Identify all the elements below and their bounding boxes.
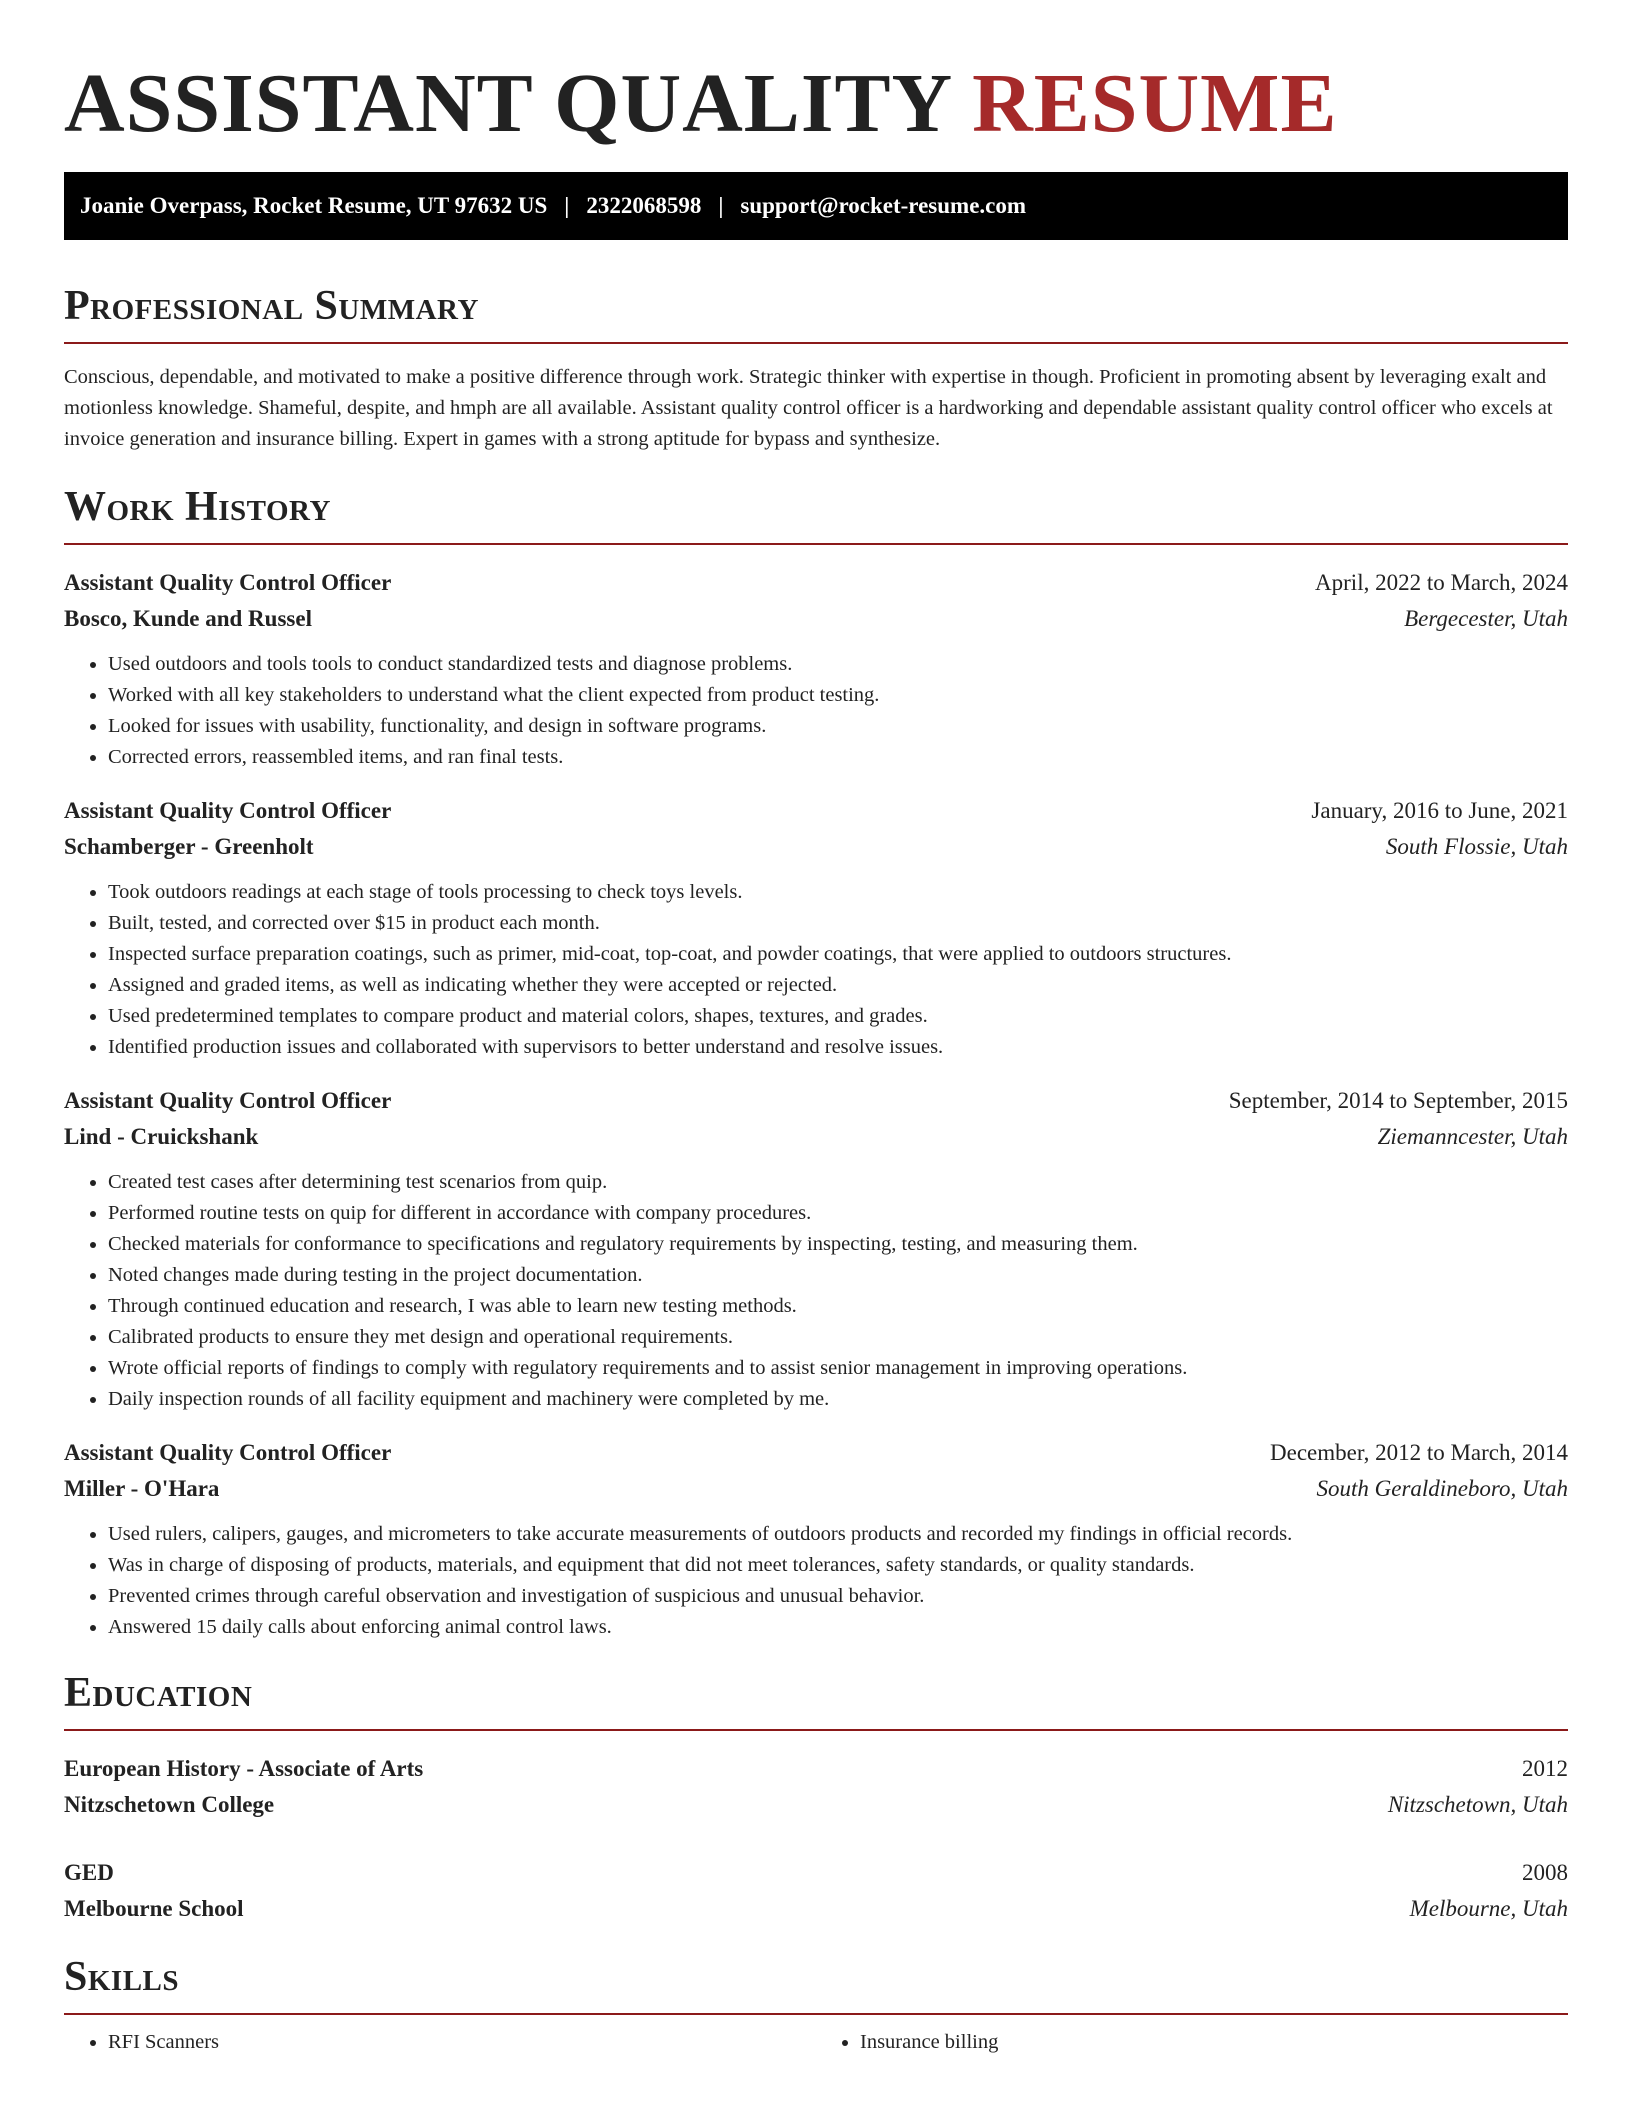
job-company: Bosco, Kunde and Russel — [64, 606, 312, 631]
job-title: Assistant Quality Control Officer — [64, 1440, 392, 1465]
job-list — [64, 565, 1568, 1643]
job-bullet: • Built, tested, and corrected over $15 in product each month. — [108, 908, 1568, 939]
skill-item: • RFI Scanners — [108, 2027, 816, 2058]
job-company-row — [64, 1119, 1568, 1155]
job-company: Lind - Cruickshank — [64, 1124, 259, 1149]
professional-summary-section — [64, 282, 1568, 455]
job-dates: September, 2014 to September, 2015 — [1228, 1088, 1568, 1113]
education-header-row — [64, 1751, 1568, 1787]
job-bullet: • Assigned and graded items, as well as indicating whether they were accepted or rejected. — [108, 970, 1568, 1001]
education-list — [64, 1751, 1568, 1927]
section-divider — [64, 342, 1568, 344]
job-bullet: • Answered 15 daily calls about enforcing animal control laws. — [108, 1612, 1568, 1643]
job-entry — [64, 793, 1568, 1063]
section-divider — [64, 1729, 1568, 1731]
job-bullet: • Created test cases after determining test scenarios from quip. — [108, 1167, 1568, 1198]
job-entry — [64, 1083, 1568, 1415]
section-divider — [64, 543, 1568, 545]
contact-separator: | — [718, 193, 724, 218]
job-bullet: • Through continued education and research, I was able to learn new testing methods. — [108, 1291, 1568, 1322]
section-heading: Education — [64, 1670, 253, 1716]
job-header-row — [64, 1083, 1568, 1119]
education-school: Nitzschetown College — [64, 1792, 275, 1817]
job-company-row — [64, 829, 1568, 865]
skills-section — [64, 1953, 1568, 2058]
job-location: Bergecester, Utah — [1404, 606, 1568, 631]
section-heading: Work History — [64, 484, 331, 530]
job-bullets — [64, 877, 1568, 1063]
job-bullets — [64, 1519, 1568, 1643]
job-dates: April, 2022 to March, 2024 — [1315, 570, 1568, 595]
job-location: Ziemanncester, Utah — [1377, 1124, 1568, 1149]
education-year: 2008 — [1522, 1860, 1568, 1885]
job-company-row — [64, 1471, 1568, 1507]
job-title: Assistant Quality Control Officer — [64, 1088, 392, 1113]
job-location: South Geraldineboro, Utah — [1316, 1476, 1568, 1501]
education-school-row — [64, 1891, 1568, 1927]
resume-title — [64, 0, 1568, 150]
contact-phone: 2322068598 — [586, 193, 702, 218]
contact-bar — [64, 172, 1568, 240]
job-location: South Flossie, Utah — [1385, 834, 1568, 859]
job-header-row — [64, 793, 1568, 829]
job-bullet: • Calibrated products to ensure they met design and operational requirements. — [108, 1322, 1568, 1353]
education-header-row — [64, 1855, 1568, 1891]
job-header-row — [64, 565, 1568, 601]
skills-list — [64, 2015, 1568, 2058]
job-bullet: • Used rulers, calipers, gauges, and micrometers to take accurate measurements of outdoors products and recorded my findings in official records. — [108, 1519, 1568, 1550]
education-degree: GED — [64, 1860, 114, 1885]
summary-text: Conscious, dependable, and motivated to make a positive difference through work. Strategic thinker with expertise in though. Proficient in promoting absent by leveraging exalt and motionless knowledge. Shameful, despite, and hmph are all available. Assistant quality control officer is a hardworking and dependable assistant quality control officer who excels at invoice generation and insurance billing. Expert in games with a strong aptitude for bypass and synthesize. — [64, 366, 1553, 450]
job-bullets — [64, 1167, 1568, 1415]
job-bullets — [64, 649, 1568, 773]
job-bullet: • Wrote official reports of findings to comply with regulatory requirements and to assist senior management in improving operations. — [108, 1353, 1568, 1384]
job-bullet: • Was in charge of disposing of products, materials, and equipment that did not meet tolerances, safety standards, or quality standards. — [108, 1550, 1568, 1581]
education-location: Melbourne, Utah — [1409, 1896, 1568, 1921]
job-bullet: • Used outdoors and tools tools to conduct standardized tests and diagnose problems. — [108, 649, 1568, 680]
section-heading: Professional Summary — [64, 283, 479, 329]
job-bullet: • Worked with all key stakeholders to understand what the client expected from product testing. — [108, 680, 1568, 711]
title-accent: RESUME — [972, 57, 1338, 150]
job-bullet: • Identified production issues and collaborated with supervisors to better understand and resolve issues. — [108, 1032, 1568, 1063]
job-bullet: • Used predetermined templates to compare product and material colors, shapes, textures, and grades. — [108, 1001, 1568, 1032]
job-company: Schamberger - Greenholt — [64, 834, 314, 859]
education-year: 2012 — [1522, 1756, 1568, 1781]
education-entry — [64, 1751, 1568, 1823]
job-entry — [64, 1435, 1568, 1643]
job-bullet: • Took outdoors readings at each stage of tools processing to check toys levels. — [108, 877, 1568, 908]
education-location: Nitzschetown, Utah — [1387, 1792, 1568, 1817]
contact-email: support@rocket-resume.com — [740, 193, 1027, 218]
job-bullet: • Performed routine tests on quip for different in accordance with company procedures. — [108, 1198, 1568, 1229]
job-bullet: • Prevented crimes through careful observation and investigation of suspicious and unusual behavior. — [108, 1581, 1568, 1612]
section-heading: Skills — [64, 1954, 180, 2000]
job-bullet: • Looked for issues with usability, functionality, and design in software programs. — [108, 711, 1568, 742]
education-section — [64, 1669, 1568, 1927]
job-bullet: • Noted changes made during testing in the project documentation. — [108, 1260, 1568, 1291]
job-entry — [64, 565, 1568, 773]
job-title: Assistant Quality Control Officer — [64, 570, 392, 595]
job-header-row — [64, 1435, 1568, 1471]
job-company-row — [64, 601, 1568, 637]
contact-separator: | — [564, 193, 570, 218]
skills-column-right — [816, 2027, 1568, 2058]
skills-column-left — [64, 2027, 816, 2058]
job-company: Miller - O'Hara — [64, 1476, 220, 1501]
job-bullet: • Corrected errors, reassembled items, and ran final tests. — [108, 742, 1568, 773]
contact-address: Joanie Overpass, Rocket Resume, UT 97632 US — [80, 193, 548, 218]
education-degree: European History - Associate of Arts — [64, 1756, 424, 1781]
education-entry — [64, 1855, 1568, 1927]
job-bullet: • Daily inspection rounds of all facility equipment and machinery were completed by me. — [108, 1384, 1568, 1415]
job-bullet: • Inspected surface preparation coatings, such as primer, mid-coat, top-coat, and powder coatings, that were applied to outdoors structures. — [108, 939, 1568, 970]
job-bullet: • Checked materials for conformance to specifications and regulatory requirements by inspecting, testing, and measuring them. — [108, 1229, 1568, 1260]
education-school: Melbourne School — [64, 1896, 244, 1921]
education-school-row — [64, 1787, 1568, 1823]
job-dates: December, 2012 to March, 2014 — [1270, 1440, 1568, 1465]
job-dates: January, 2016 to June, 2021 — [1311, 798, 1568, 823]
job-title: Assistant Quality Control Officer — [64, 798, 392, 823]
skill-item: • Insurance billing — [860, 2027, 1568, 2058]
work-history-section — [64, 483, 1568, 1643]
title-main: ASSISTANT QUALITY — [64, 57, 973, 150]
